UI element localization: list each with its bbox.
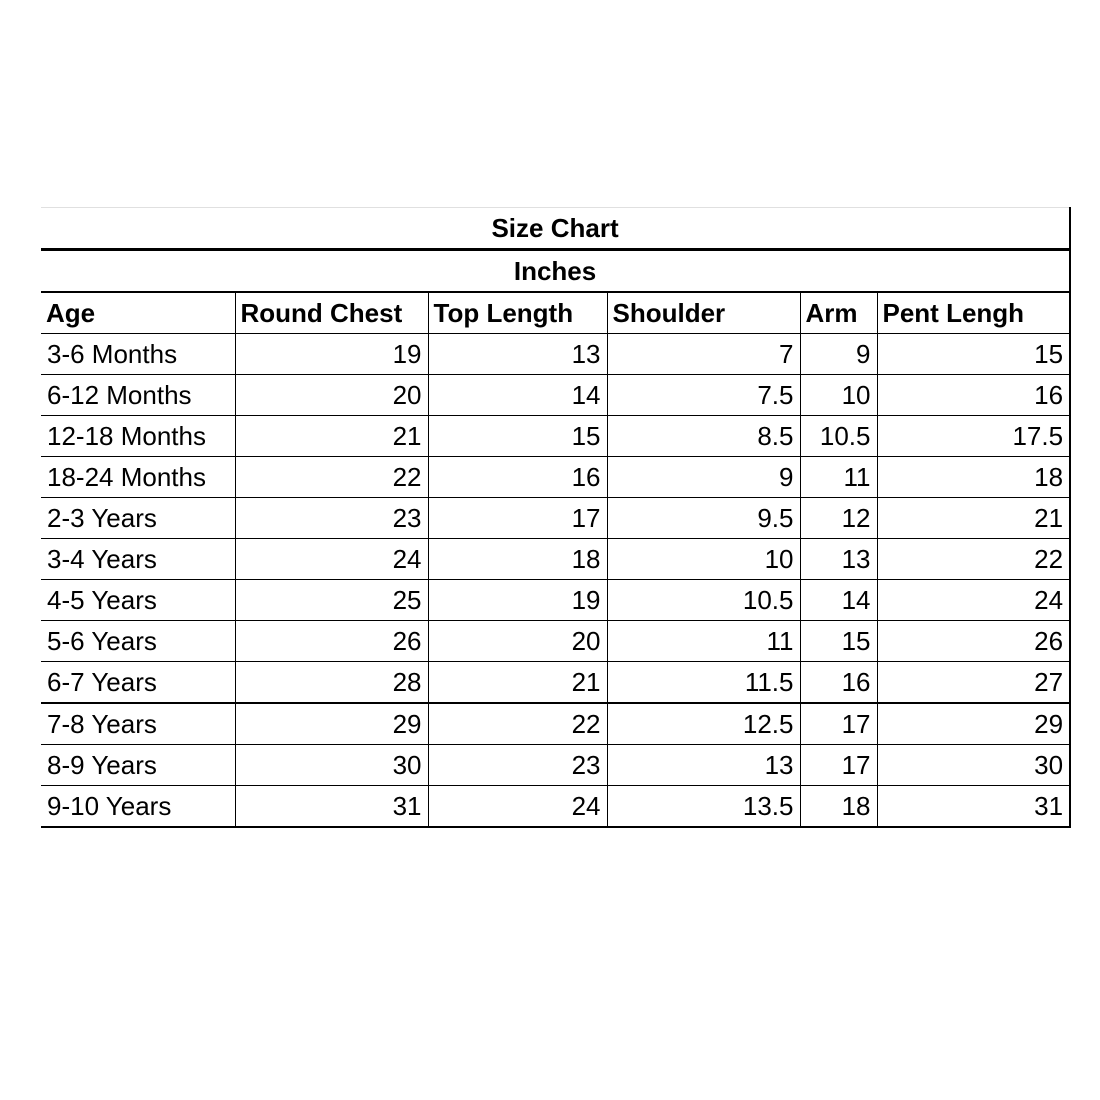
cell-age: 7-8 Years [41, 703, 235, 745]
cell-arm: 17 [800, 703, 877, 745]
table-row [41, 621, 1070, 662]
cell-top-length: 21 [428, 662, 607, 704]
cell-round-chest: 25 [235, 580, 428, 621]
cell-round-chest: 30 [235, 745, 428, 786]
cell-pent-lengh: 27 [877, 662, 1070, 704]
cell-top-length: 19 [428, 580, 607, 621]
cell-age: 5-6 Years [41, 621, 235, 662]
table-row [41, 662, 1070, 704]
cell-round-chest: 24 [235, 539, 428, 580]
cell-arm: 11 [800, 457, 877, 498]
unit-label: Inches [41, 250, 1070, 293]
cell-arm: 15 [800, 621, 877, 662]
cell-top-length: 14 [428, 375, 607, 416]
column-header-top-length: Top Length [428, 292, 607, 334]
column-header-age: Age [41, 292, 235, 334]
cell-shoulder: 13.5 [607, 786, 800, 828]
column-header-arm: Arm [800, 292, 877, 334]
column-header-shoulder: Shoulder [607, 292, 800, 334]
cell-shoulder: 10.5 [607, 580, 800, 621]
cell-arm: 16 [800, 662, 877, 704]
cell-arm: 10.5 [800, 416, 877, 457]
cell-top-length: 17 [428, 498, 607, 539]
cell-arm: 14 [800, 580, 877, 621]
cell-age: 3-4 Years [41, 539, 235, 580]
cell-round-chest: 20 [235, 375, 428, 416]
column-header-pent-lengh: Pent Lengh [877, 292, 1070, 334]
cell-top-length: 13 [428, 334, 607, 375]
cell-top-length: 24 [428, 786, 607, 828]
cell-age: 6-7 Years [41, 662, 235, 704]
cell-age: 2-3 Years [41, 498, 235, 539]
cell-top-length: 16 [428, 457, 607, 498]
column-header-round-chest: Round Chest [235, 292, 428, 334]
table-row [41, 580, 1070, 621]
unit-row [41, 250, 1070, 293]
size-chart-table [41, 207, 1071, 828]
cell-arm: 9 [800, 334, 877, 375]
cell-pent-lengh: 24 [877, 580, 1070, 621]
cell-round-chest: 19 [235, 334, 428, 375]
cell-round-chest: 31 [235, 786, 428, 828]
cell-top-length: 18 [428, 539, 607, 580]
cell-age: 6-12 Months [41, 375, 235, 416]
cell-pent-lengh: 29 [877, 703, 1070, 745]
cell-shoulder: 10 [607, 539, 800, 580]
size-chart-sheet [41, 207, 1070, 828]
cell-pent-lengh: 31 [877, 786, 1070, 828]
table-row [41, 786, 1070, 828]
cell-shoulder: 8.5 [607, 416, 800, 457]
cell-arm: 10 [800, 375, 877, 416]
cell-round-chest: 29 [235, 703, 428, 745]
cell-arm: 12 [800, 498, 877, 539]
cell-round-chest: 22 [235, 457, 428, 498]
cell-arm: 13 [800, 539, 877, 580]
table-row [41, 334, 1070, 375]
table-row [41, 457, 1070, 498]
cell-age: 8-9 Years [41, 745, 235, 786]
cell-age: 9-10 Years [41, 786, 235, 828]
cell-arm: 18 [800, 786, 877, 828]
cell-pent-lengh: 21 [877, 498, 1070, 539]
chart-title: Size Chart [41, 208, 1070, 250]
cell-shoulder: 9.5 [607, 498, 800, 539]
cell-age: 12-18 Months [41, 416, 235, 457]
header-row [41, 292, 1070, 334]
cell-age: 18-24 Months [41, 457, 235, 498]
cell-pent-lengh: 16 [877, 375, 1070, 416]
cell-shoulder: 13 [607, 745, 800, 786]
table-row [41, 375, 1070, 416]
cell-pent-lengh: 26 [877, 621, 1070, 662]
cell-pent-lengh: 18 [877, 457, 1070, 498]
cell-top-length: 15 [428, 416, 607, 457]
cell-round-chest: 21 [235, 416, 428, 457]
table-row [41, 539, 1070, 580]
cell-age: 3-6 Months [41, 334, 235, 375]
title-row [41, 208, 1070, 250]
cell-shoulder: 9 [607, 457, 800, 498]
cell-pent-lengh: 17.5 [877, 416, 1070, 457]
cell-top-length: 23 [428, 745, 607, 786]
cell-round-chest: 26 [235, 621, 428, 662]
cell-round-chest: 28 [235, 662, 428, 704]
cell-pent-lengh: 15 [877, 334, 1070, 375]
table-row [41, 745, 1070, 786]
cell-arm: 17 [800, 745, 877, 786]
cell-shoulder: 11.5 [607, 662, 800, 704]
cell-round-chest: 23 [235, 498, 428, 539]
cell-shoulder: 12.5 [607, 703, 800, 745]
table-row [41, 498, 1070, 539]
cell-top-length: 22 [428, 703, 607, 745]
cell-age: 4-5 Years [41, 580, 235, 621]
cell-shoulder: 7 [607, 334, 800, 375]
cell-shoulder: 7.5 [607, 375, 800, 416]
cell-pent-lengh: 22 [877, 539, 1070, 580]
cell-top-length: 20 [428, 621, 607, 662]
cell-pent-lengh: 30 [877, 745, 1070, 786]
table-row [41, 416, 1070, 457]
table-row [41, 703, 1070, 745]
cell-shoulder: 11 [607, 621, 800, 662]
